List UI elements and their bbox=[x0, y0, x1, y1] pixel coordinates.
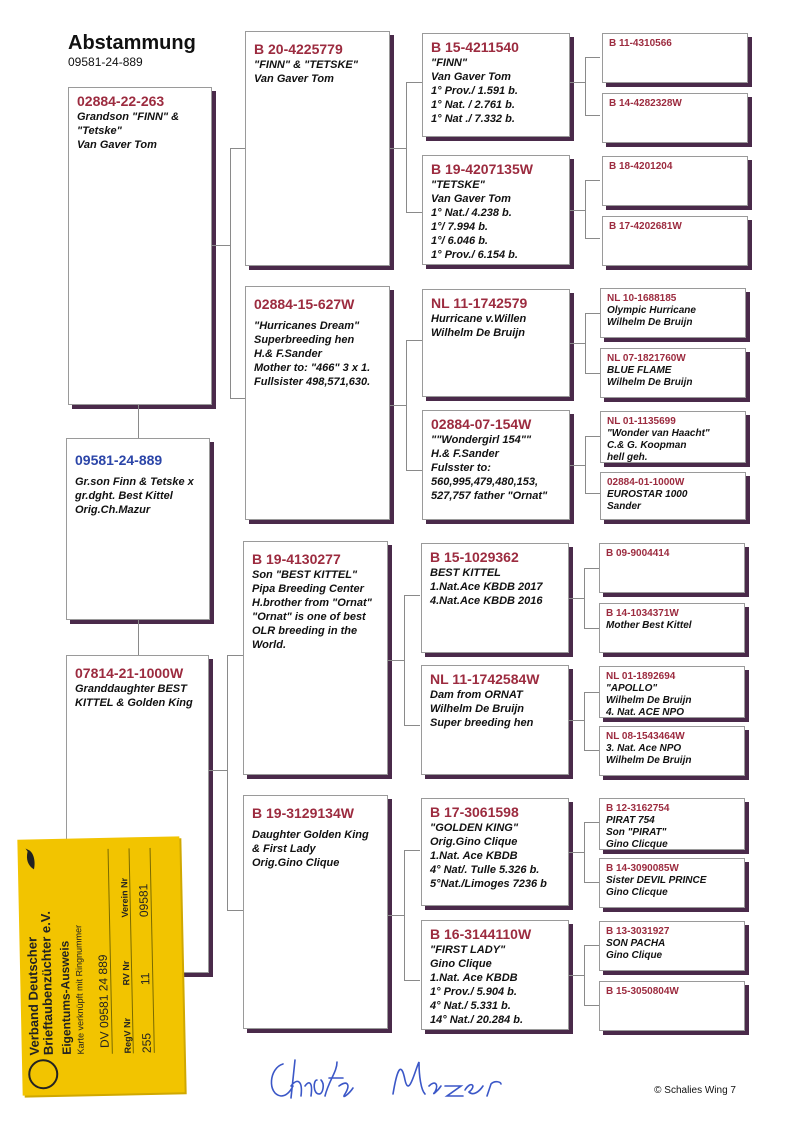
ring-number: B 17-4202681W bbox=[609, 221, 682, 232]
pedigree-box-gen4 bbox=[600, 472, 746, 520]
box-line: hell geh. bbox=[607, 452, 648, 463]
box-line: Olympic Hurricane bbox=[607, 305, 696, 316]
ring-number: NL 08-1543464W bbox=[606, 731, 685, 742]
ring-number: NL 11-1742579 bbox=[431, 295, 528, 311]
box-line: & First Lady bbox=[252, 843, 316, 855]
ring-number: B 14-3090085W bbox=[606, 863, 679, 874]
pedigree-box-gen3 bbox=[421, 665, 569, 775]
box-line: "GOLDEN KING" bbox=[430, 822, 519, 834]
pedigree-box-gen4 bbox=[599, 726, 745, 776]
box-line: Gino Clicque bbox=[606, 887, 668, 898]
box-line: 527,757 father "Ornat" bbox=[431, 490, 548, 502]
handwritten-signature bbox=[265, 1050, 535, 1110]
pedigree-box-gen3 bbox=[422, 410, 570, 520]
box-line: 1° Nat. / 2.761 b. bbox=[431, 99, 515, 111]
box-line: 1°/ 7.994 b. bbox=[431, 221, 488, 233]
box-line: Gino Clicque bbox=[606, 839, 668, 850]
box-line: KITTEL & Golden King bbox=[75, 697, 193, 709]
box-line: Wilhelm De Bruijn bbox=[606, 695, 692, 706]
box-line: SON PACHA bbox=[606, 938, 666, 949]
pedigree-box-gen3 bbox=[421, 920, 569, 1030]
ring-number: B 14-1034371W bbox=[606, 608, 679, 619]
card-value: 255 bbox=[139, 1032, 154, 1054]
ring-number: 02884-15-627W bbox=[254, 296, 355, 312]
ring-number: NL 11-1742584W bbox=[430, 671, 540, 687]
box-line: Van Gaver Tom bbox=[77, 139, 157, 151]
ring-number: 09581-24-889 bbox=[75, 452, 163, 468]
box-line: Son "BEST KITTEL" bbox=[252, 569, 358, 581]
box-line: 1.Nat.Ace KBDB 2017 bbox=[430, 581, 543, 593]
box-line: OLR breeding in the bbox=[252, 625, 358, 637]
pedigree-box-gen4 bbox=[599, 666, 745, 718]
card-value-row bbox=[130, 848, 155, 1053]
box-line: "Tetske" bbox=[77, 125, 122, 137]
pedigree-box-gen3 bbox=[421, 798, 569, 906]
box-line: 14° Nat./ 20.284 b. bbox=[430, 1014, 524, 1026]
box-line: "TETSKE" bbox=[431, 179, 485, 191]
box-line: "FINN" bbox=[431, 57, 468, 69]
ring-number: B 19-4130277 bbox=[252, 551, 341, 567]
box-line: 4.Nat.Ace KBDB 2016 bbox=[430, 595, 543, 607]
box-line: Mother Best Kittel bbox=[606, 620, 692, 631]
ring-number: NL 10-1688185 bbox=[607, 293, 677, 304]
box-line: "Hurricanes Dream" bbox=[254, 320, 360, 332]
box-line: Fulsster to: bbox=[431, 462, 491, 474]
ring-number: 07814-21-1000W bbox=[75, 665, 184, 681]
pedigree-box-gen4 bbox=[599, 921, 745, 971]
box-line: Wilhelm De Bruijn bbox=[430, 703, 525, 715]
box-line: H.brother from "Ornat" bbox=[252, 597, 372, 609]
box-line: Wilhelm De Bruijn bbox=[607, 317, 693, 328]
box-line: Super breeding hen bbox=[430, 717, 534, 729]
pedigree-box-gen2 bbox=[243, 541, 388, 775]
pedigree-box-gen4 bbox=[602, 216, 748, 266]
card-header: RV Nr bbox=[120, 960, 132, 986]
card-ring-value: DV 09581 24 889 bbox=[95, 954, 112, 1049]
ring-number: 02884-07-154W bbox=[431, 416, 532, 432]
ring-number: B 19-4207135W bbox=[431, 161, 533, 177]
box-line: Daughter Golden King bbox=[252, 829, 369, 841]
box-line: Granddaughter BEST bbox=[75, 683, 187, 695]
box-line: "FINN" & "TETSKE" bbox=[254, 59, 358, 71]
box-line: "Ornat" is one of best bbox=[252, 611, 366, 623]
ring-number: B 12-3162754 bbox=[606, 803, 670, 814]
box-line: "FIRST LADY" bbox=[430, 944, 506, 956]
box-line: 4° Nat/. Tulle 5.326 b. bbox=[430, 864, 540, 876]
box-line: 560,995,479,480,153, bbox=[431, 476, 539, 488]
card-header: Verein Nr bbox=[119, 877, 130, 918]
copyright-footer: © Schalies Wing 7 bbox=[654, 1085, 736, 1096]
pedigree-box-gen4 bbox=[602, 93, 748, 143]
box-line: 4. Nat. ACE NPO bbox=[606, 707, 684, 718]
pigeon-icon bbox=[24, 847, 38, 871]
box-line: gr.dght. Best Kittel bbox=[75, 490, 173, 502]
pedigree-box-gen3 bbox=[421, 543, 569, 653]
box-line: PIRAT 754 bbox=[606, 815, 655, 826]
box-line: Van Gaver Tom bbox=[431, 193, 511, 205]
ring-number: B 19-3129134W bbox=[252, 805, 354, 821]
pedigree-box-gen2 bbox=[245, 286, 390, 520]
pedigree-box-father bbox=[68, 87, 212, 405]
box-line: "APOLLO" bbox=[606, 683, 658, 694]
box-line: Superbreeding hen bbox=[254, 334, 355, 346]
ring-number: B 15-1029362 bbox=[430, 549, 519, 565]
box-line: 1°/ 6.046 b. bbox=[431, 235, 488, 247]
box-line: H.& F.Sander bbox=[431, 448, 499, 460]
box-line: Van Gaver Tom bbox=[431, 71, 511, 83]
ring-number: NL 01-1892694 bbox=[606, 671, 676, 682]
box-line: ""Wondergirl 154"" bbox=[431, 434, 532, 446]
ring-number: B 11-4310566 bbox=[609, 38, 672, 49]
box-line: Son "PIRAT" bbox=[606, 827, 667, 838]
ring-number: B 13-3031927 bbox=[606, 926, 670, 937]
box-line: Van Gaver Tom bbox=[254, 73, 334, 85]
card-grid bbox=[88, 848, 155, 1054]
ring-number: 02884-22-263 bbox=[77, 93, 165, 109]
box-line: 4° Nat./ 5.331 b. bbox=[430, 1000, 511, 1012]
box-line: Gino Clique bbox=[430, 958, 492, 970]
box-line: Sister DEVIL PRINCE bbox=[606, 875, 707, 886]
box-line: Orig.Gino Clique bbox=[430, 836, 518, 848]
box-line: EUROSTAR 1000 bbox=[607, 489, 688, 500]
ownership-card bbox=[17, 836, 184, 1095]
pedigree-box-gen4 bbox=[599, 603, 745, 653]
box-line: 1° Prov./ 1.591 b. bbox=[431, 85, 518, 97]
ring-number: B 14-4282328W bbox=[609, 98, 682, 109]
box-line: Fullsister 498,571,630. bbox=[254, 376, 371, 388]
box-line: 1.Nat. Ace KBDB bbox=[430, 850, 518, 862]
box-line: Orig.Ch.Mazur bbox=[75, 504, 151, 516]
box-line: 1° Nat./ 4.238 b. bbox=[431, 207, 512, 219]
ring-number: B 09-9004414 bbox=[606, 548, 670, 559]
card-header: RegV Nr bbox=[122, 1017, 133, 1054]
box-line: Dam from ORNAT bbox=[430, 689, 523, 701]
box-line: Gr.son Finn & Tetske x bbox=[75, 476, 194, 488]
box-line: Hurricane v.Willen bbox=[431, 313, 527, 325]
ring-number: NL 01-1135699 bbox=[607, 416, 676, 427]
box-line: Sander bbox=[607, 501, 641, 512]
pedigree-box-gen4 bbox=[599, 981, 745, 1031]
box-line: Gino Clique bbox=[606, 950, 663, 961]
box-line: 5°Nat./Limoges 7236 b bbox=[430, 878, 547, 890]
pedigree-box-gen4 bbox=[602, 33, 748, 83]
box-line: 3. Nat. Ace NPO bbox=[606, 743, 682, 754]
box-line: BEST KITTEL bbox=[430, 567, 501, 579]
pedigree-box-gen4 bbox=[602, 156, 748, 206]
box-line: "Wonder van Haacht" bbox=[607, 428, 710, 439]
box-line: Orig.Gino Clique bbox=[252, 857, 340, 869]
card-subtitle: Karte verknüpft mit Ringnummer bbox=[73, 924, 86, 1055]
box-line: 1° Prov./ 6.154 b. bbox=[431, 249, 518, 261]
ring-number: B 20-4225779 bbox=[254, 41, 343, 57]
box-line: Pipa Breeding Center bbox=[252, 583, 364, 595]
box-line: Mother to: "466" 3 x 1. bbox=[254, 362, 371, 374]
ring-number: B 18-4201204 bbox=[609, 161, 673, 172]
pedigree-box-gen3 bbox=[422, 33, 570, 137]
pedigree-box-gen4 bbox=[599, 798, 745, 850]
pedigree-box-gen4 bbox=[599, 543, 745, 593]
ring-number: B 16-3144110W bbox=[430, 926, 532, 942]
pedigree-box-gen4 bbox=[600, 411, 746, 463]
pedigree-box-gen3 bbox=[422, 289, 570, 397]
association-name: Verband Deutscher Brieftaubenzüchter e.V. bbox=[24, 910, 56, 1056]
pedigree-box-subject bbox=[66, 438, 210, 620]
card-value: 11 bbox=[138, 972, 153, 986]
card-title: Eigentums-Ausweis bbox=[57, 940, 74, 1055]
ring-number: B 17-3061598 bbox=[430, 804, 519, 820]
ring-number: B 15-4211540 bbox=[431, 39, 519, 55]
page-ring-number: 09581-24-889 bbox=[68, 55, 143, 69]
box-line: Wilhelm De Bruijn bbox=[607, 377, 693, 388]
box-line: Wilhelm De Bruijn bbox=[431, 327, 526, 339]
ring-number: NL 07-1821760W bbox=[607, 353, 686, 364]
pedigree-box-gen2 bbox=[243, 795, 388, 1029]
box-line: World. bbox=[252, 639, 287, 651]
association-logo bbox=[28, 1059, 59, 1090]
box-line: 1.Nat. Ace KBDB bbox=[430, 972, 518, 984]
box-line: 1° Nat ./ 7.332 b. bbox=[431, 113, 515, 125]
box-line: 1° Prov./ 5.904 b. bbox=[430, 986, 517, 998]
page-title: Abstammung bbox=[68, 32, 196, 54]
box-line: C.& G. Koopman bbox=[607, 440, 687, 451]
pedigree-box-gen4 bbox=[600, 348, 746, 398]
box-line: BLUE FLAME bbox=[607, 365, 672, 376]
ring-number: 02884-01-1000W bbox=[607, 477, 685, 488]
pedigree-box-gen2 bbox=[245, 31, 390, 266]
box-line: Grandson "FINN" & bbox=[77, 111, 180, 123]
ring-number: B 15-3050804W bbox=[606, 986, 679, 997]
pedigree-box-gen4 bbox=[599, 858, 745, 908]
box-line: Wilhelm De Bruijn bbox=[606, 755, 692, 766]
pedigree-box-gen3 bbox=[422, 155, 570, 265]
box-line: H.& F.Sander bbox=[254, 348, 322, 360]
pedigree-box-gen4 bbox=[600, 288, 746, 338]
card-value: 09581 bbox=[136, 883, 151, 918]
